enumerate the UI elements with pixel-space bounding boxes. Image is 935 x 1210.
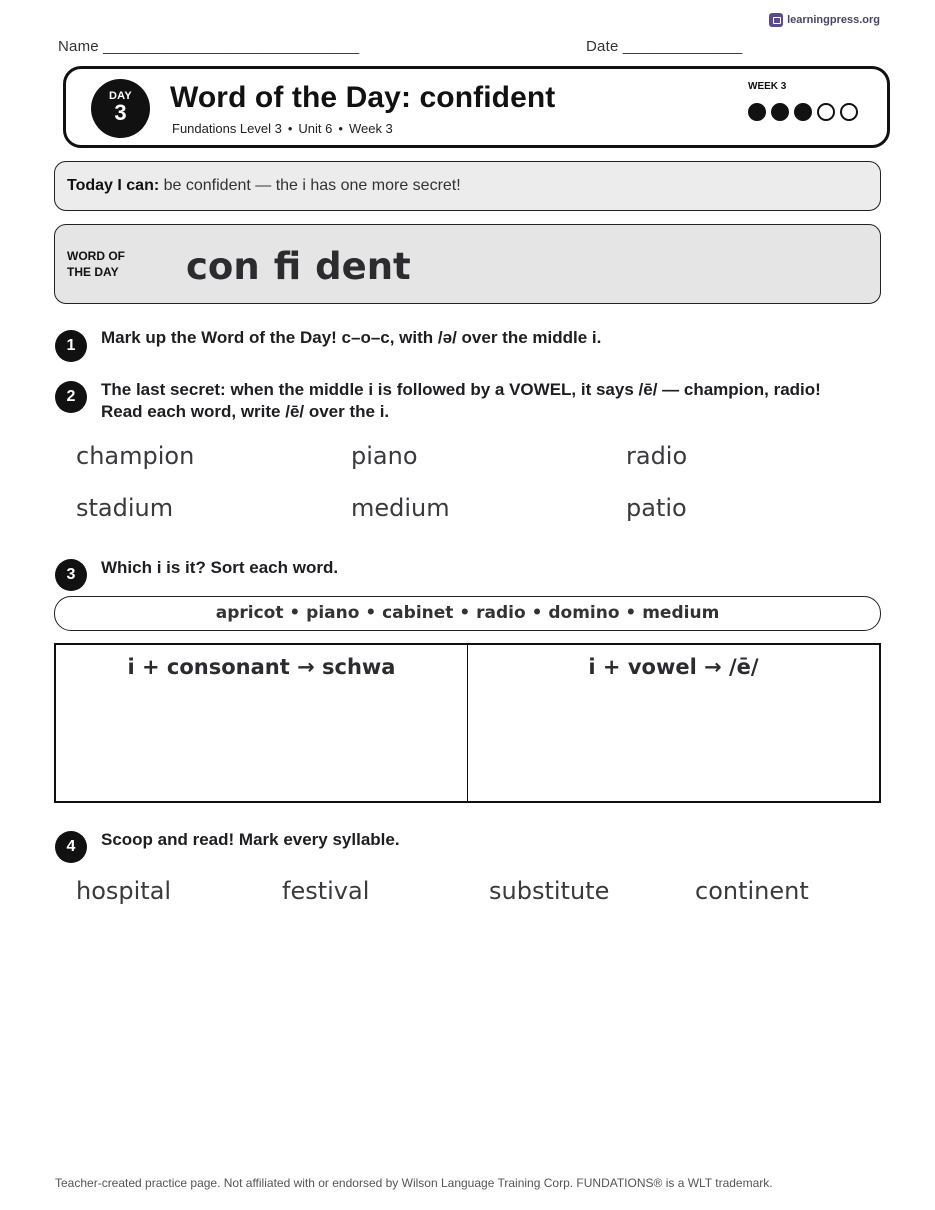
subtitle-level: Fundations Level 3	[172, 121, 282, 136]
practice-word: hospital	[76, 877, 172, 905]
task-2-instruction: The last secret: when the middle i is followed by a VOWEL, it says /ē/ — champion, radio! Read each word, write /ē/ over the i.	[101, 380, 821, 421]
progress-dot-filled	[794, 103, 812, 121]
word-of-the-day-box	[54, 224, 881, 304]
progress-dot-filled	[748, 103, 766, 121]
task-number-1: 1	[55, 330, 87, 362]
practice-word: stadium	[76, 494, 174, 522]
progress-dot-empty	[840, 103, 858, 121]
practice-word: festival	[282, 877, 370, 905]
name-field: Name ______________________________	[58, 38, 360, 55]
task-number-2: 2	[55, 381, 87, 413]
practice-word: champion	[76, 442, 195, 470]
task-number-3: 3	[55, 559, 87, 591]
word-of-the-day-label	[67, 248, 125, 280]
page-title: Word of the Day: confident	[170, 81, 556, 114]
task-3-instruction: Which i is it? Sort each word.	[101, 558, 339, 577]
progress-dot-empty	[817, 103, 835, 121]
day-label: DAY	[108, 90, 133, 102]
word-syllables	[186, 245, 411, 288]
wotd-label-line1: WORD OF	[67, 249, 125, 263]
practice-word: patio	[626, 494, 687, 522]
practice-word: piano	[351, 442, 418, 470]
task-4-instruction: Scoop and read! Mark every syllable.	[101, 830, 400, 849]
sort-column-schwa[interactable]: i + consonant → schwa	[56, 645, 468, 801]
subtitle-unit: Unit 6	[298, 121, 333, 136]
page-subtitle	[172, 121, 393, 136]
header-box	[63, 66, 890, 148]
day-badge	[91, 79, 150, 138]
word-bank: apricot • piano • cabinet • radio • domino • medium	[54, 596, 881, 631]
footer-disclaimer: Teacher-created practice page. Not affiliated with or endorsed by Wilson Language Training Corp. FUNDATIONS® is a WLT trademark.	[55, 1176, 773, 1190]
week-progress	[748, 103, 858, 121]
task-number-4: 4	[55, 831, 87, 863]
today-i-can-box	[54, 161, 881, 211]
practice-word: continent	[695, 877, 809, 905]
sort-column-long-e[interactable]: i + vowel → /ē/	[588, 655, 759, 679]
subtitle-week: Week 3	[348, 121, 393, 136]
syllable: con	[186, 245, 260, 288]
wotd-label-line2: THE DAY	[67, 265, 119, 279]
subtitle-separator: •	[287, 121, 293, 136]
today-label: Today I can:	[67, 177, 160, 194]
task-1-instruction: Mark up the Word of the Day! c–o–c, with /ə/ over the middle i.	[101, 328, 602, 347]
practice-word: radio	[626, 442, 688, 470]
progress-dot-filled	[771, 103, 789, 121]
sort-table[interactable]	[54, 643, 881, 803]
today-text: be confident — the i has one more secret!	[163, 177, 461, 194]
brand-name: learningpress.org	[787, 14, 880, 26]
book-icon	[769, 13, 783, 27]
week-label: WEEK 3	[748, 81, 787, 92]
subtitle-separator: •	[338, 121, 343, 136]
syllable: fi	[273, 245, 302, 288]
date-field: Date ______________	[586, 38, 743, 55]
syllable: dent	[315, 245, 411, 288]
practice-word: medium	[351, 494, 450, 522]
brand[interactable]	[769, 13, 880, 27]
practice-word: substitute	[489, 877, 610, 905]
day-number: 3	[114, 100, 127, 125]
